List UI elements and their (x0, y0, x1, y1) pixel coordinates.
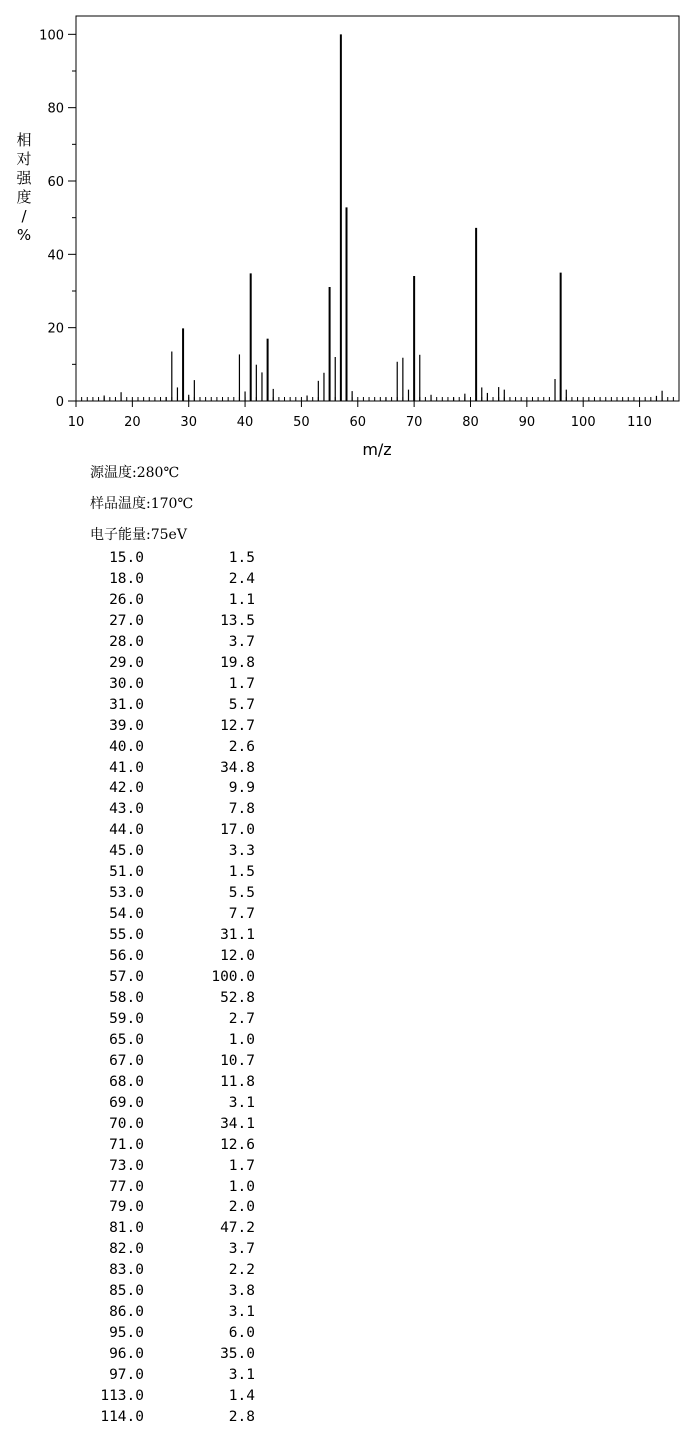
condition-line: 源温度:280℃ (90, 465, 180, 481)
peak-intensity-value: 52.8 (220, 989, 255, 1006)
y-tick-label: 20 (47, 321, 64, 337)
peak-intensity-value: 12.0 (220, 948, 255, 965)
peak-row (0, 885, 300, 905)
peak-intensity-value: 12.6 (220, 1136, 255, 1153)
peak-row (0, 1346, 300, 1366)
condition-line: 电子能量:75eV (90, 527, 187, 543)
peak-row (0, 990, 300, 1010)
peak-row (0, 1325, 300, 1345)
peak-row (0, 760, 300, 780)
peak-row (0, 1388, 300, 1408)
peak-row (0, 718, 300, 738)
peak-row (0, 780, 300, 800)
peak-mz-value: 86.0 (109, 1304, 144, 1321)
peak-intensity-value: 12.7 (220, 717, 255, 734)
peak-mz-value: 58.0 (109, 989, 144, 1006)
peak-intensity-value: 1.1 (228, 591, 255, 608)
x-tick-label: 80 (462, 415, 479, 430)
x-tick-label: 30 (180, 415, 197, 430)
peak-mz-value: 51.0 (109, 864, 144, 881)
y-tick-label: 0 (55, 395, 64, 410)
y-tick-label: 100 (39, 28, 64, 44)
x-axis-label: m/z (362, 440, 392, 459)
peak-mz-value: 97.0 (109, 1367, 144, 1384)
peak-intensity-value: 7.7 (228, 906, 255, 923)
y-axis-label-char: 相 (16, 131, 32, 149)
peak-row (0, 822, 300, 842)
peak-intensity-value: 2.8 (228, 1408, 255, 1425)
y-tick-label: 40 (47, 248, 64, 264)
peak-mz-value: 56.0 (109, 948, 144, 965)
peak-row (0, 906, 300, 926)
peak-row (0, 1199, 300, 1219)
peak-mz-value: 83.0 (109, 1262, 144, 1279)
peak-intensity-value: 10.7 (220, 1052, 255, 1069)
y-tick-label: 60 (47, 175, 64, 190)
peak-intensity-value: 47.2 (220, 1220, 255, 1237)
peak-mz-value: 15.0 (109, 550, 144, 566)
peak-row (0, 948, 300, 968)
peak-mz-value: 30.0 (109, 675, 144, 692)
peak-row (0, 927, 300, 947)
y-tick-label: 80 (47, 101, 64, 117)
peak-row (0, 1053, 300, 1073)
peak-mz-value: 54.0 (109, 906, 144, 923)
x-axis-ticks (68, 401, 652, 430)
peak-intensity-value: 5.5 (228, 885, 255, 902)
x-tick-label: 40 (236, 415, 254, 430)
peak-intensity-value: 1.7 (228, 1157, 255, 1174)
peak-row (0, 1158, 300, 1178)
peak-mz-value: 96.0 (109, 1346, 144, 1363)
peak-row (0, 1283, 300, 1303)
peak-row (0, 571, 300, 591)
peak-row (0, 592, 300, 612)
x-tick-label: 10 (67, 415, 85, 430)
peak-row (0, 843, 300, 863)
peak-mz-value: 114.0 (100, 1408, 144, 1425)
peak-intensity-value: 7.8 (228, 801, 255, 818)
y-axis-label (16, 131, 32, 244)
peak-mz-value: 55.0 (109, 927, 144, 944)
peak-row (0, 969, 300, 989)
peak-row (0, 613, 300, 633)
x-tick-label: 90 (518, 415, 536, 430)
peak-row (0, 550, 300, 570)
peak-mz-value: 81.0 (109, 1220, 144, 1237)
y-axis-label-char: % (16, 226, 32, 244)
peak-mz-value: 85.0 (109, 1283, 144, 1300)
peak-mz-value: 71.0 (109, 1136, 144, 1153)
peak-mz-value: 70.0 (109, 1115, 144, 1132)
peak-row (0, 1409, 300, 1429)
peak-intensity-value: 2.6 (228, 738, 255, 755)
x-tick-label: 60 (349, 415, 367, 430)
peak-intensity-value: 3.7 (228, 1241, 255, 1258)
peak-mz-value: 18.0 (109, 570, 144, 587)
peak-mz-value: 69.0 (109, 1094, 144, 1111)
peak-row (0, 1116, 300, 1136)
peak-row (0, 1220, 300, 1240)
peak-intensity-value: 11.8 (220, 1073, 255, 1090)
peak-row (0, 634, 300, 654)
peak-mz-value: 53.0 (109, 885, 144, 902)
peak-mz-value: 40.0 (109, 738, 144, 755)
peak-mz-value: 59.0 (109, 1010, 144, 1027)
peak-intensity-value: 34.1 (220, 1115, 255, 1132)
peak-intensity-value: 1.5 (228, 550, 255, 566)
peak-mz-value: 67.0 (109, 1052, 144, 1069)
y-axis-label-char: 对 (16, 150, 32, 168)
peak-mz-value: 57.0 (109, 969, 144, 985)
peak-intensity-value: 5.7 (228, 696, 255, 713)
peak-intensity-value: 1.7 (228, 675, 255, 692)
peak-row (0, 864, 300, 884)
peak-row (0, 1137, 300, 1157)
peak-intensity-value: 3.7 (228, 633, 255, 650)
peak-mz-value: 65.0 (109, 1031, 144, 1048)
peak-intensity-value: 3.1 (228, 1367, 255, 1384)
peak-row (0, 697, 300, 717)
peak-row (0, 801, 300, 821)
peak-intensity-value: 3.1 (228, 1094, 255, 1111)
y-axis-ticks (39, 28, 76, 410)
peak-mz-value: 113.0 (100, 1388, 144, 1404)
peak-intensity-value: 2.2 (228, 1262, 255, 1279)
peak-intensity-value: 31.1 (220, 927, 255, 944)
x-tick-label: 100 (570, 415, 596, 430)
peak-intensity-value: 19.8 (220, 654, 255, 671)
peak-intensity-value: 1.5 (228, 864, 255, 881)
peak-mz-value: 45.0 (109, 843, 144, 860)
peak-mz-value: 43.0 (109, 801, 144, 818)
x-tick-label: 20 (124, 415, 141, 430)
peak-mz-value: 95.0 (109, 1325, 144, 1342)
spectrum-peaks (104, 34, 662, 401)
peak-row (0, 1304, 300, 1324)
peak-mz-value: 44.0 (109, 822, 144, 839)
peak-intensity-value: 34.8 (220, 759, 255, 776)
peak-mz-value: 27.0 (109, 612, 144, 629)
peak-mz-value: 82.0 (109, 1241, 144, 1258)
mass-spectrum-chart (0, 0, 687, 460)
peak-mz-value: 42.0 (109, 780, 144, 797)
peak-intensity-value: 2.4 (228, 570, 255, 587)
peak-row (0, 1241, 300, 1261)
y-axis-label-char: 度 (16, 188, 32, 206)
plot-frame (76, 16, 679, 401)
peak-row (0, 739, 300, 759)
peak-intensity-value: 1.0 (228, 1178, 255, 1195)
peak-mz-value: 41.0 (109, 759, 144, 776)
peak-intensity-value: 35.0 (220, 1346, 255, 1363)
peak-mz-value: 31.0 (109, 696, 144, 713)
x-tick-label: 110 (627, 415, 652, 430)
y-axis-label-char: / (21, 207, 27, 225)
peak-mz-value: 73.0 (109, 1157, 144, 1174)
peak-row (0, 676, 300, 696)
y-axis-label-char: 强 (16, 169, 32, 187)
condition-line: 样品温度:170℃ (90, 496, 194, 512)
peak-intensity-value: 13.5 (220, 612, 255, 629)
peak-intensity-value: 3.1 (228, 1304, 255, 1321)
peak-row (0, 1262, 300, 1282)
peak-mz-value: 68.0 (109, 1073, 144, 1090)
peak-intensity-value: 3.3 (228, 843, 255, 860)
peak-row (0, 1074, 300, 1094)
peak-intensity-value: 3.8 (228, 1283, 255, 1300)
peak-mz-value: 79.0 (109, 1199, 144, 1216)
peak-intensity-value: 1.0 (228, 1031, 255, 1048)
peak-intensity-value: 2.0 (228, 1199, 255, 1216)
peak-row (0, 1011, 300, 1031)
peak-mz-value: 28.0 (109, 633, 144, 650)
peak-mz-value: 39.0 (109, 717, 144, 734)
peak-mz-value: 26.0 (109, 591, 144, 608)
peak-intensity-value: 2.7 (228, 1010, 255, 1027)
peak-intensity-value: 6.0 (228, 1325, 255, 1342)
peak-mz-value: 29.0 (109, 654, 144, 671)
peak-row (0, 1095, 300, 1115)
peak-row (0, 1367, 300, 1387)
peak-intensity-value: 17.0 (220, 822, 255, 839)
x-tick-label: 70 (405, 415, 423, 430)
x-tick-label: 50 (293, 415, 310, 430)
peak-row (0, 655, 300, 675)
peak-row (0, 1179, 300, 1199)
peak-intensity-value: 100.0 (211, 969, 255, 985)
peak-row (0, 1032, 300, 1052)
peak-intensity-value: 9.9 (228, 780, 255, 797)
peak-intensity-value: 1.4 (228, 1388, 255, 1404)
peak-mz-value: 77.0 (109, 1178, 144, 1195)
